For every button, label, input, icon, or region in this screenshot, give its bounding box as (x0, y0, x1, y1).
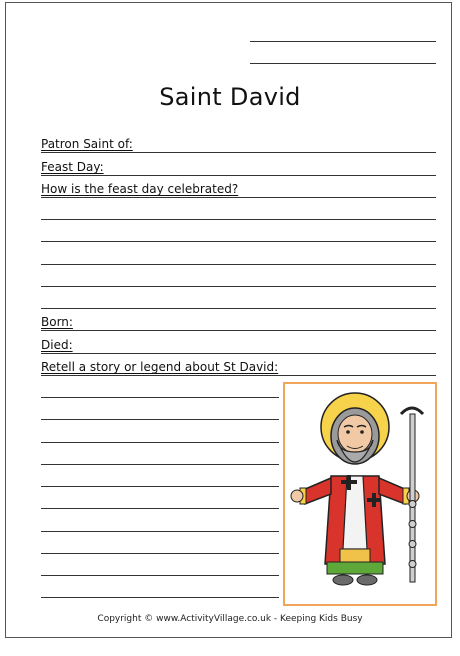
name-line[interactable] (250, 41, 436, 42)
writing-line[interactable] (41, 442, 279, 443)
writing-line[interactable] (41, 553, 279, 554)
writing-line[interactable] (41, 531, 279, 532)
patron-saint-label: Patron Saint of: (41, 137, 133, 151)
writing-line[interactable] (41, 597, 279, 598)
copyright-footer: Copyright © www.ActivityVillage.co.uk - Keeping Kids Busy (97, 614, 363, 624)
feast-day-label: Feast Day: (41, 160, 104, 174)
celebrated-label: How is the feast day celebrated? (41, 182, 239, 196)
writing-line[interactable] (41, 219, 436, 220)
writing-line[interactable] (41, 397, 279, 398)
writing-line[interactable] (41, 508, 279, 509)
writing-line[interactable] (41, 197, 436, 198)
story-label: Retell a story or legend about St David: (41, 360, 279, 374)
page-title: Saint David (159, 83, 301, 111)
writing-line[interactable] (41, 486, 279, 487)
writing-line[interactable] (41, 464, 279, 465)
writing-line[interactable] (41, 264, 436, 265)
date-line[interactable] (250, 63, 436, 64)
born-label: Born: (41, 315, 73, 329)
writing-line[interactable] (41, 286, 436, 287)
writing-line[interactable] (41, 330, 436, 331)
died-label: Died: (41, 338, 73, 352)
writing-line[interactable] (41, 375, 436, 376)
writing-line[interactable] (41, 152, 436, 153)
writing-line[interactable] (41, 175, 436, 176)
writing-line[interactable] (41, 575, 279, 576)
writing-line[interactable] (41, 419, 279, 420)
writing-line[interactable] (41, 353, 436, 354)
saint-david-icon (285, 384, 435, 604)
illustration-frame (283, 382, 437, 606)
writing-line[interactable] (41, 308, 436, 309)
writing-line[interactable] (41, 241, 436, 242)
